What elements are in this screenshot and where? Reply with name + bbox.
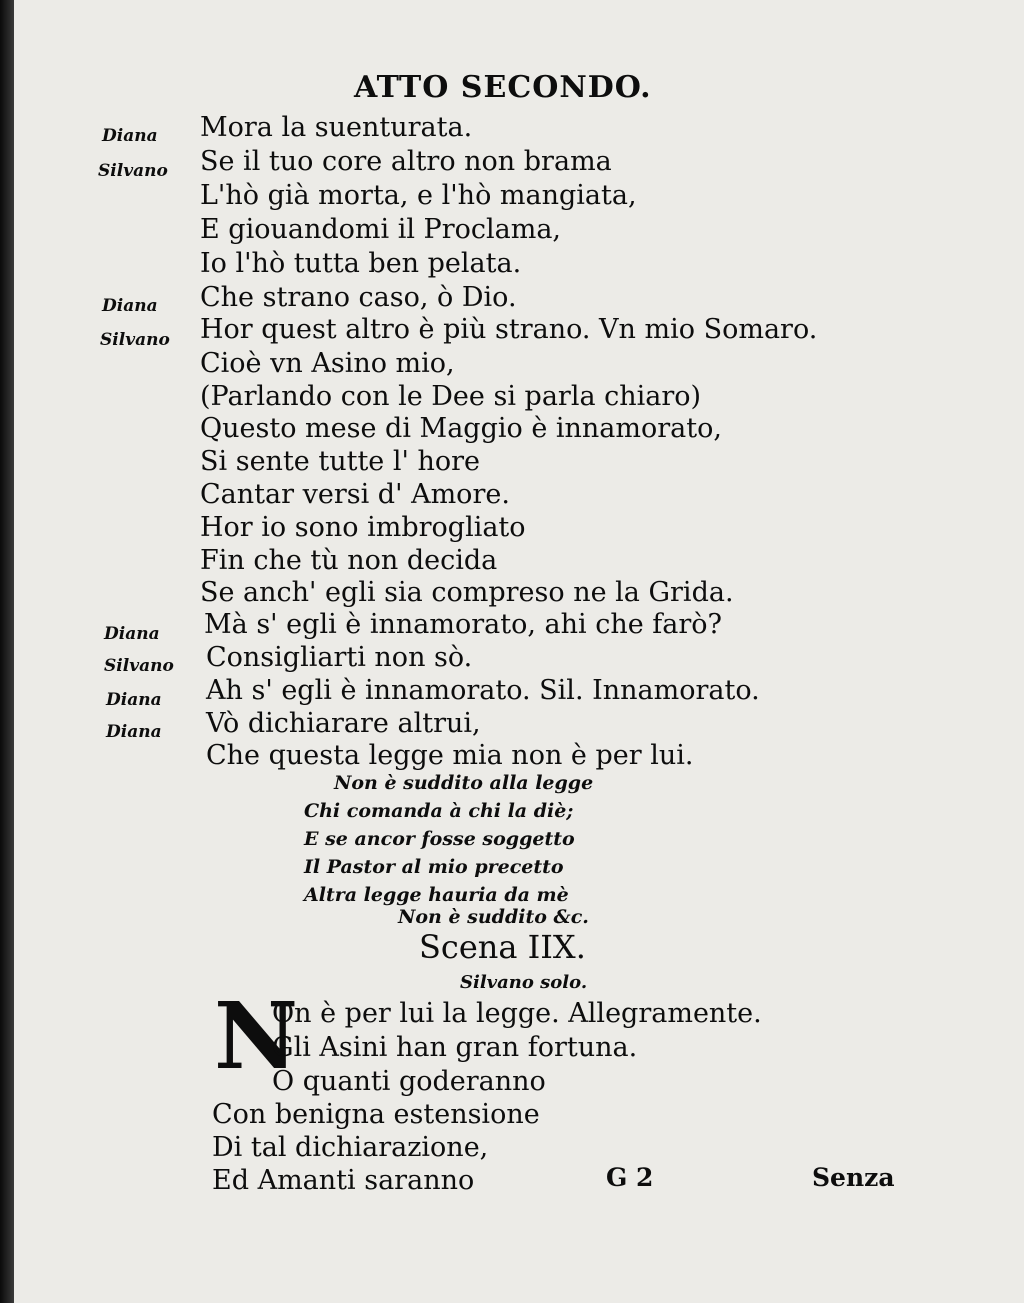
verse-line: Questo mese di Maggio è innamorato, [200, 413, 722, 444]
speaker-label: Diana [106, 722, 162, 742]
aria-line: Il Pastor al mio precetto [304, 856, 564, 878]
verse-line: (Parlando con le Dee si parla chiaro) [200, 381, 702, 412]
speaker-label: Silvano [104, 656, 174, 676]
aria-line: Non è suddito &c. [398, 906, 589, 928]
verse-line: Mà s' egli è innamorato, ahi che farò? [204, 609, 723, 640]
verse-line: Con benigna estensione [212, 1099, 540, 1130]
verse-line: Hor io sono imbrogliato [200, 512, 526, 543]
verse-line: Ed Amanti saranno [212, 1165, 475, 1196]
verse-line: Fin che tù non decida [200, 545, 498, 576]
verse-line: Mora la suenturata. [200, 112, 473, 143]
verse-line: Se anch' egli sia compreso ne la Grida. [200, 577, 734, 608]
verse-line: Cioè vn Asino mio, [200, 348, 455, 379]
verse-line: Vò dichiarare altrui, [206, 708, 481, 739]
drop-cap: N [214, 982, 299, 1090]
verse-line: Se il tuo core altro non brama [200, 146, 612, 177]
speaker-label: Diana [102, 296, 158, 316]
verse-line: Si sente tutte l' hore [200, 446, 481, 477]
verse-line: Che questa legge mia non è per lui. [206, 740, 694, 771]
speaker-label: Silvano [100, 330, 170, 350]
speaker-label: Diana [102, 126, 158, 146]
verse-line: Che strano caso, ò Dio. [200, 282, 517, 313]
verse-line: Io l'hò tutta ben pelata. [200, 248, 522, 279]
scene-subtitle: Silvano solo. [460, 972, 588, 993]
book-page [14, 0, 1024, 1303]
aria-line: Altra legge hauria da mè [304, 884, 569, 906]
verse-line: Ah s' egli è innamorato. Sil. Innamorato. [206, 675, 760, 706]
verse-line: E giouandomi il Proclama, [200, 214, 562, 245]
verse-line: Hor quest altro è più strano. Vn mio Somaro. [200, 314, 818, 345]
verse-line: O quanti goderanno [272, 1066, 546, 1097]
verse-line: Cantar versi d' Amore. [200, 479, 510, 510]
speaker-label: Silvano [98, 161, 168, 181]
verse-line: L'hò già morta, e l'hò mangiata, [200, 180, 637, 211]
verse-line: Consigliarti non sò. [206, 642, 473, 673]
speaker-label: Diana [106, 690, 162, 710]
scene-title: Scena IIX. [419, 928, 586, 966]
catchword: Senza [812, 1163, 895, 1192]
verse-line: On è per lui la legge. Allegramente. [272, 998, 762, 1029]
aria-line: E se ancor fosse soggetto [304, 828, 575, 850]
aria-line: Non è suddito alla legge [334, 772, 594, 794]
book-gutter-shadow [0, 0, 14, 1303]
aria-line: Chi comanda à chi la diè; [304, 800, 574, 822]
verse-line: Gli Asini han gran fortuna. [272, 1032, 638, 1063]
verse-line: Di tal dichiarazione, [212, 1132, 489, 1163]
speaker-label: Diana [104, 624, 160, 644]
signature-mark: G 2 [606, 1163, 654, 1192]
running-header: ATTO SECONDO. [354, 70, 652, 105]
